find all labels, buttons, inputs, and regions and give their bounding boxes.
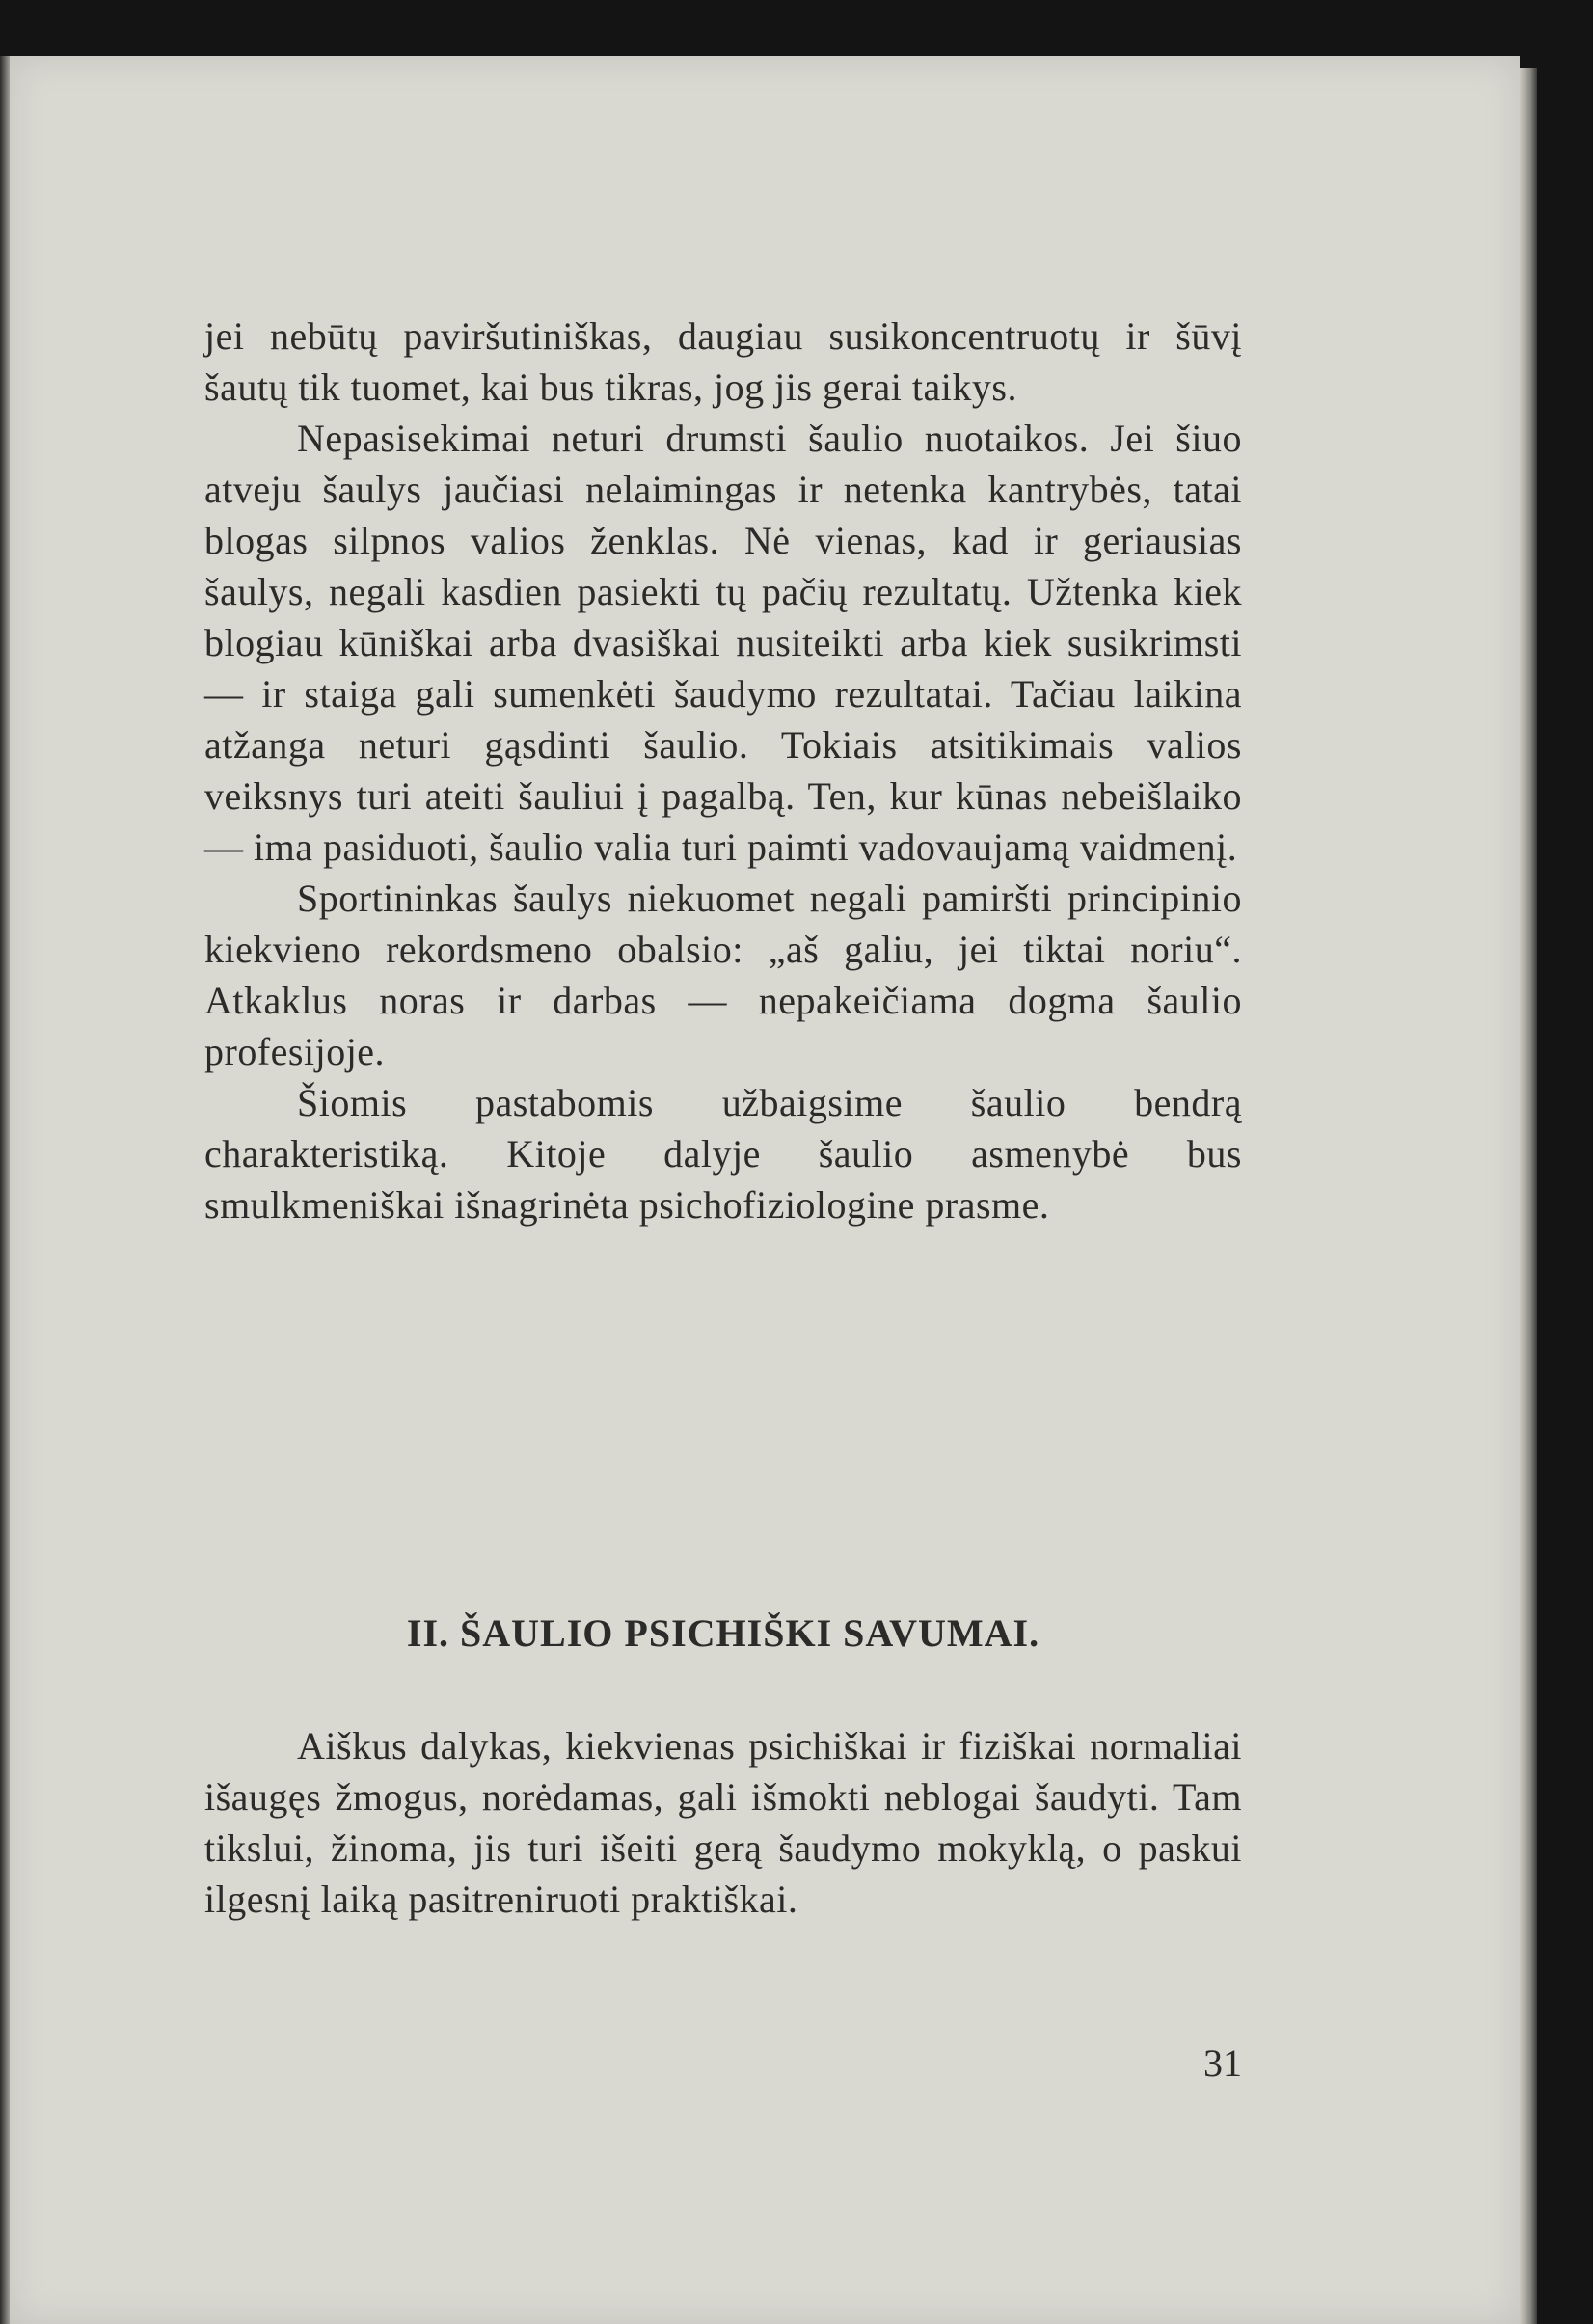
paragraph-5: Aiškus dalykas, kiekvienas psichiškai ir fiziškai normaliai išaugęs žmogus, norėdamas, gali išmokti neblogai šaudyti. Tam tikslui, žinoma, jis turi išeiti gerą šaudymo mokyklą, o paskui ilgesnį laiką pasitreniruoti praktiškai.: [204, 1724, 1242, 1921]
page-number: 31: [1203, 2041, 1242, 2085]
page-right-edge: [1520, 68, 1537, 2324]
paragraph-3: Sportininkas šaulys niekuomet negali pamiršti principinio kiekvieno rekordsmeno obalsio: „aš galiu, jei tiktai noriu“. Atkaklus noras ir darbas — nepakeičiama dogma šaulio profesijoje.: [204, 877, 1242, 1073]
paragraph-4: Šiomis pastabomis užbaigsime šaulio bendrą charakteristiką. Kitoje dalyje šaulio asmenybė bus smulkmeniškai išnagrinėta psichofiziologine prasme.: [204, 1081, 1242, 1227]
body-text-top: [204, 311, 1242, 1230]
paragraph-2: Nepasisekimai neturi drumsti šaulio nuotaikos. Jei šiuo atveju šaulys jaučiasi nelaimingas ir netenka kantrybės, tatai blogas silpnos valios ženklas. Nė vienas, kad ir geriausias šaulys, negali kasdien pasiekti tų pačių rezultatų. Užtenka kiek blogiau kūniškai arba dvasiškai nusiteikti arba kiek susikrimsti — ir staiga gali sumenkėti šaudymo rezultatai. Tačiau laikina atžanga neturi gąsdinti šaulio. Tokiais atsitikimais valios veiksnys turi ateiti šauliui į pagalbą. Ten, kur kūnas nebeišlaiko — ima pasiduoti, šaulio valia turi paimti vadovaujamą vaidmenį.: [204, 417, 1242, 869]
body-text-bottom: [204, 1720, 1242, 1925]
section-heading: II. ŠAULIO PSICHIŠKI SAVUMAI.: [406, 1611, 1040, 1655]
paragraph-1: jei nebūtų paviršutiniškas, daugiau susikoncentruotų ir šūvį šautų tik tuomet, kai bus tikras, jog jis gerai taikys.: [204, 314, 1242, 409]
